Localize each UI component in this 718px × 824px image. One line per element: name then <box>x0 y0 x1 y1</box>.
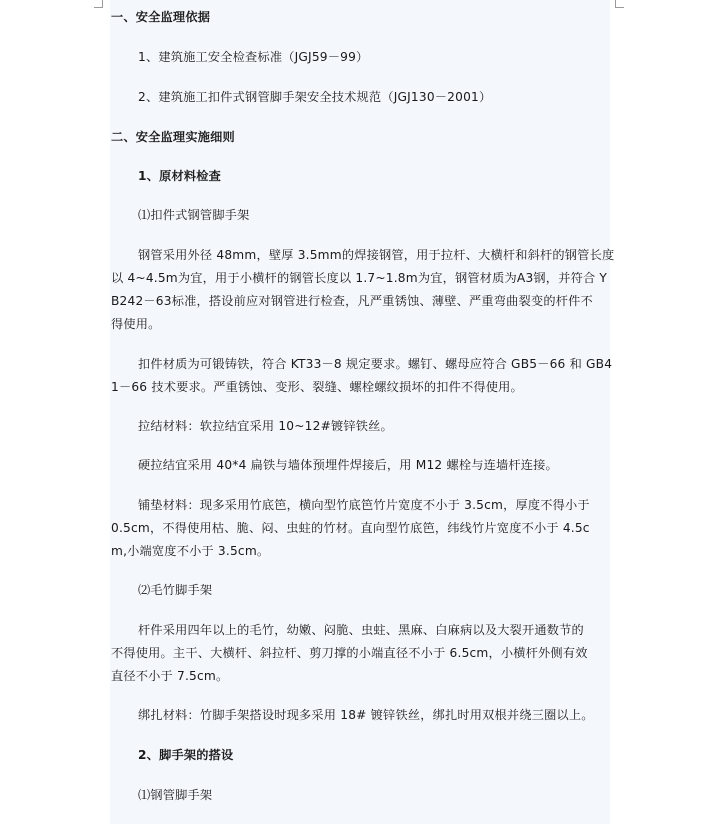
subheading-scaffold-erection: 2、脚手架的搭设 <box>138 748 234 762</box>
heading-implementation-rules: 二、安全监理实施细则 <box>111 130 235 144</box>
page-corner-mark-left <box>94 0 103 8</box>
paragraph-rigid-tie: 硬拉结宜采用 40*4 扁铁与墙体预埋件焊接后，用 M12 螺栓与连墙杆连接。 <box>138 458 558 472</box>
heading-safety-basis: 一、安全监理依据 <box>111 10 211 24</box>
paragraph-line: m,小端宽度不小于 3.5cm。 <box>111 544 270 558</box>
paragraph-line: 以 4~4.5m为宜，用于小横杆的钢管长度以 1.7~1.8m为宜，钢管材质为A3钢，并符合 Y <box>111 271 608 285</box>
item-title-steel-scaffold: ⑴钢管脚手架 <box>138 788 213 802</box>
basis-item-2: 2、建筑施工扣件式钢管脚手架安全技术规范（JGJ130－2001） <box>138 90 492 104</box>
page-corner-mark-right <box>615 0 624 8</box>
paragraph-line: 得使用。 <box>111 317 161 331</box>
paragraph-binding-material: 绑扎材料：竹脚手架搭设时现多采用 18# 镀锌铁丝，绑扎时用双根并绕三圈以上。 <box>138 708 594 722</box>
basis-item-1: 1、建筑施工安全检查标准（JGJ59－99） <box>138 50 369 64</box>
paragraph-line: 0.5cm，不得使用枯、脆、闷、虫蛀的竹材。直向型竹底笆，纬线竹片宽度不小于 4.5c <box>111 521 590 535</box>
paragraph-line: 1－66 技术要求。严重锈蚀、变形、裂缝、螺栓螺纹损坏的扣件不得使用。 <box>111 380 523 394</box>
paragraph-line: 钢管采用外径 48mm，壁厚 3.5mm的焊接钢管，用于拉杆、大横杆和斜杆的钢管长度 <box>138 248 615 262</box>
paragraph-line: B242－63标准，搭设前应对钢管进行检查，凡严重锈蚀、薄壁、严重弯曲裂变的杆件不 <box>111 294 593 308</box>
item-title-bamboo-scaffold: ⑵毛竹脚手架 <box>138 583 213 597</box>
paragraph-line: 扣件材质为可锻铸铁，符合 KT33－8 规定要求。螺钉、螺母应符合 GB5－66 和 GB4 <box>138 357 613 371</box>
item-title-coupler-steel-scaffold: ⑴扣件式钢管脚手架 <box>138 208 250 222</box>
paragraph-tie-material: 拉结材料：软拉结宜采用 10~12#镀锌铁丝。 <box>138 419 393 433</box>
paragraph-line: 不得使用。主干、大横杆、斜拉杆、剪刀撑的小端直径不小于 6.5cm，小横杆外侧有效 <box>111 646 588 660</box>
paragraph-line: 直径不小于 7.5cm。 <box>111 669 229 683</box>
subheading-raw-material-check: 1、原材料检查 <box>138 169 222 183</box>
document-page <box>110 0 610 824</box>
paragraph-line: 铺垫材料：现多采用竹底笆，横向型竹底笆竹片宽度不小于 3.5cm，厚度不得小于 <box>138 498 590 512</box>
paragraph-line: 杆件采用四年以上的毛竹，幼嫩、闷脆、虫蛀、黑麻、白麻病以及大裂开通数节的 <box>138 623 584 637</box>
